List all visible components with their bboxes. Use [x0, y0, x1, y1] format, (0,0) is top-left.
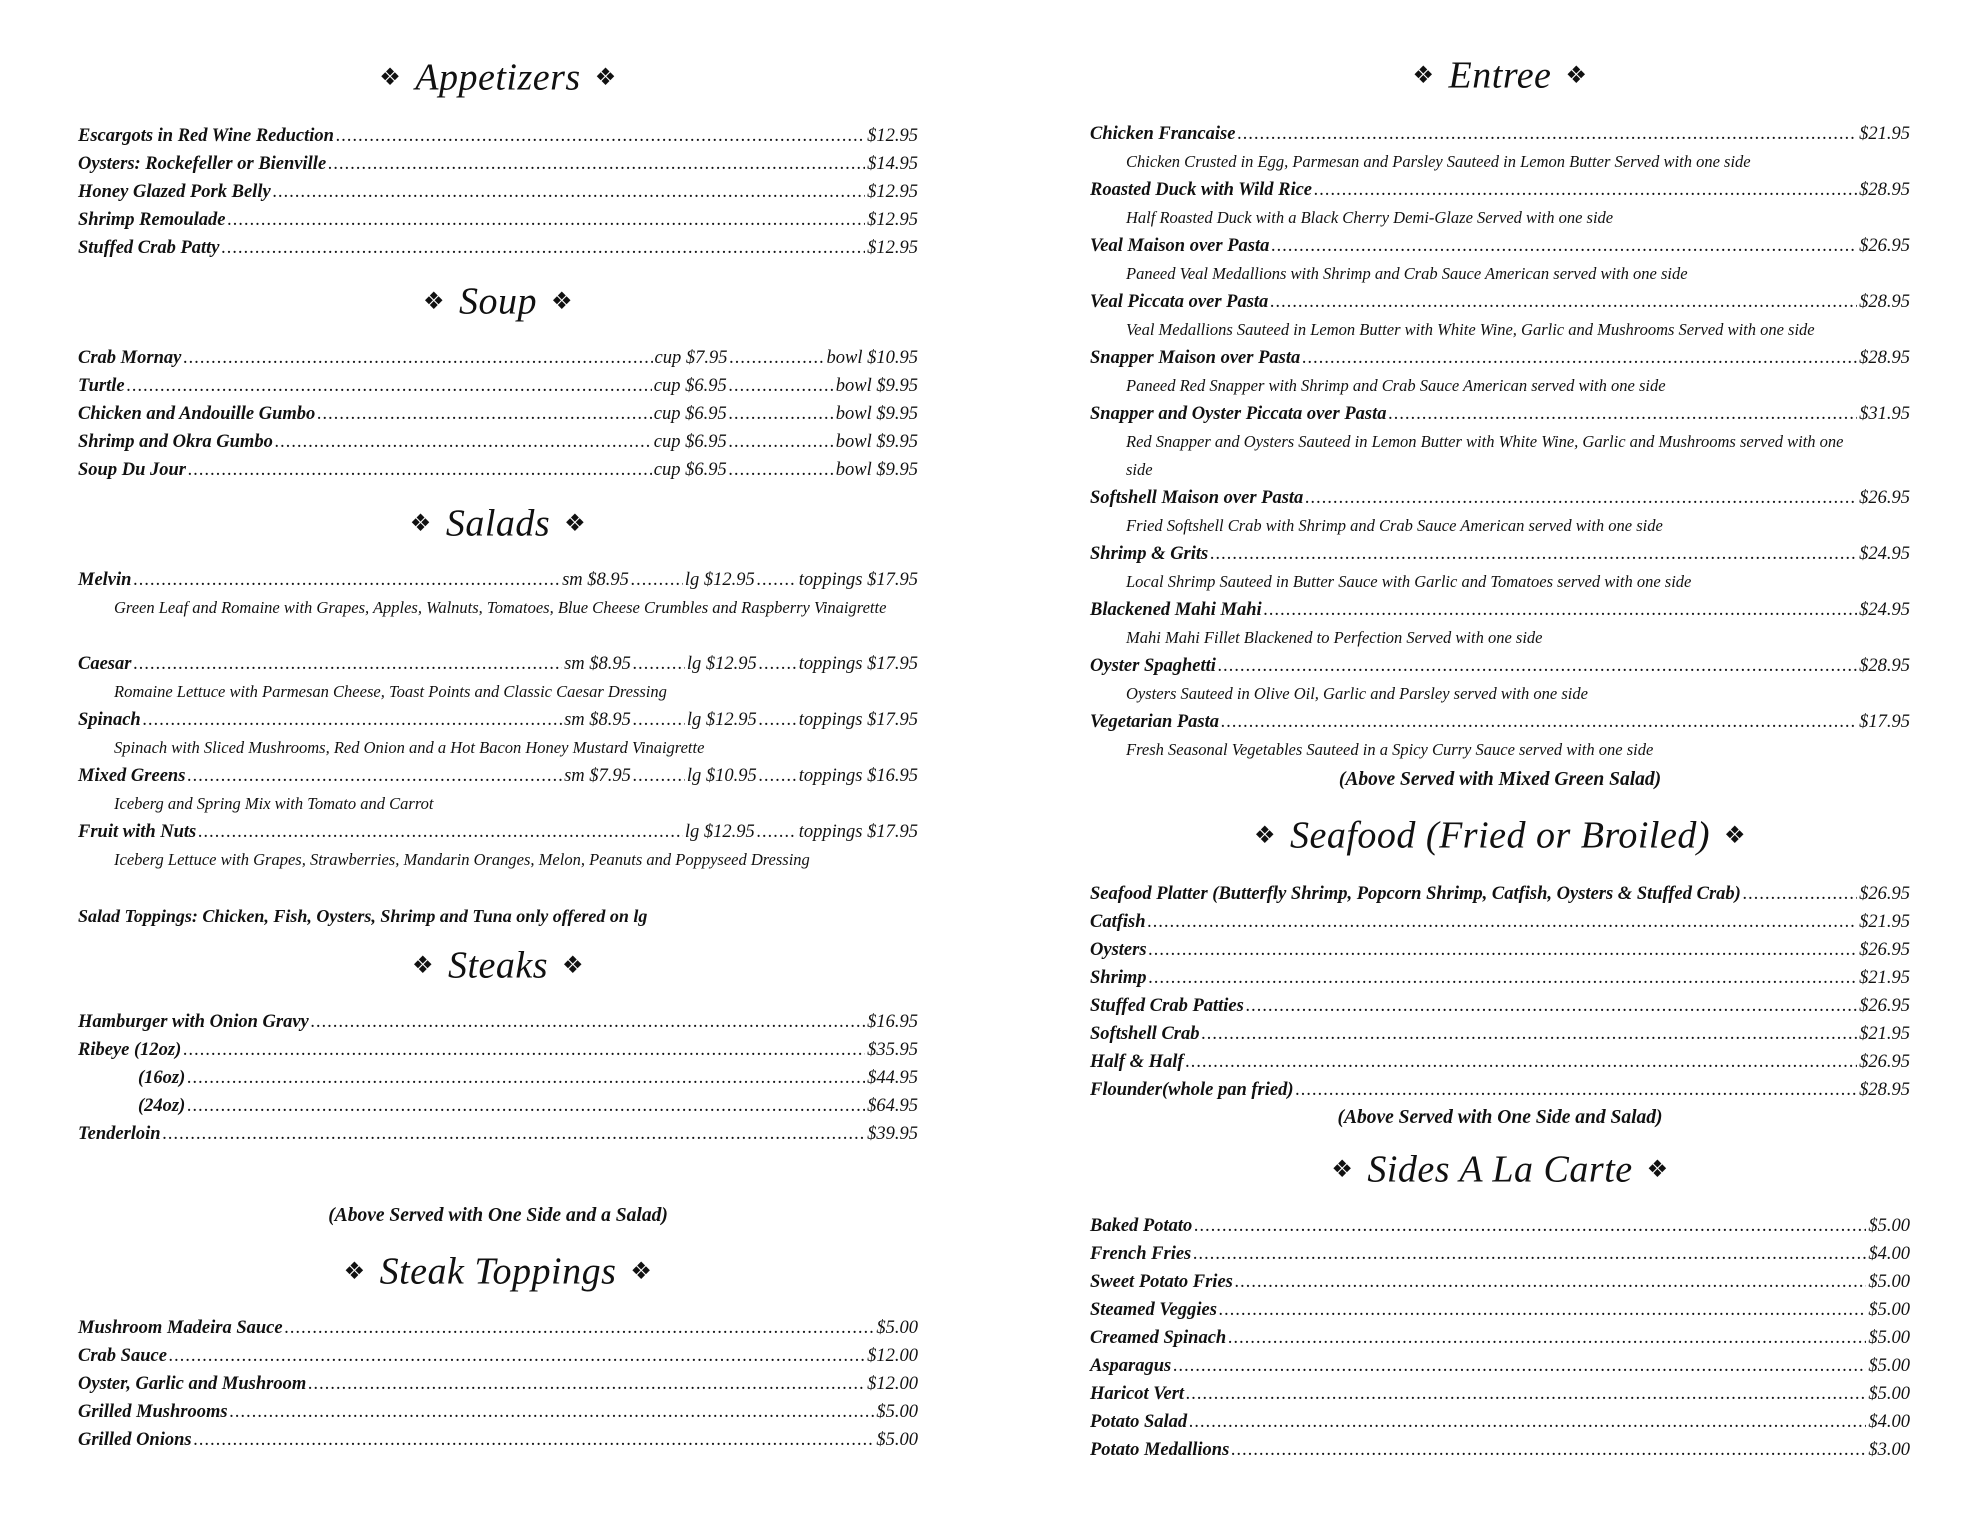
menu-item: Flounder(whole pan fried) ..... $28.95 — [1090, 1076, 1910, 1104]
menu-item: Tenderloin ..... $39.95 — [78, 1120, 918, 1148]
menu-item: Sweet Potato Fries ..... $5.00 — [1090, 1268, 1910, 1296]
menu-item: Melvin ..... sm $8.95 ..... lg $12.95 ..... toppings $17.95 — [78, 566, 918, 594]
ornament-icon: ❖ — [1331, 1156, 1354, 1183]
steaks-note: (Above Served with One Side and a Salad) — [328, 1205, 668, 1226]
menu-item: Veal Piccata over Pasta ..... $28.95 — [1090, 288, 1910, 316]
item-description: Chicken Crusted in Egg, Parmesan and Parsley Sauteed in Lemon Butter Served with one side — [1126, 152, 1751, 171]
menu-item: Mushroom Madeira Sauce ..... $5.00 — [78, 1314, 918, 1342]
menu-item: Baked Potato ..... $5.00 — [1090, 1212, 1910, 1240]
ornament-icon: ❖ — [411, 952, 434, 979]
ornament-icon: ❖ — [422, 288, 445, 315]
ornament-icon: ❖ — [1253, 822, 1276, 849]
menu-item: Shrimp ..... $21.95 — [1090, 964, 1910, 992]
menu-item: Steamed Veggies ..... $5.00 — [1090, 1296, 1910, 1324]
item-description: Half Roasted Duck with a Black Cherry Demi-Glaze Served with one side — [1126, 208, 1614, 227]
menu-item: Snapper Maison over Pasta ..... $28.95 — [1090, 344, 1910, 372]
menu-item: Soup Du Jour ..... cup $6.95 ..... bowl $9.95 — [78, 456, 918, 484]
seafood-note: (Above Served with One Side and Salad) — [1337, 1107, 1663, 1128]
seafood-heading: ❖ Seafood (Fried or Broiled) ❖ — [1253, 814, 1747, 857]
ornament-icon: ❖ — [1724, 822, 1747, 849]
menu-item: Creamed Spinach ..... $5.00 — [1090, 1324, 1910, 1352]
sides-heading: ❖ Sides A La Carte ❖ — [1331, 1148, 1669, 1191]
item-description: Veal Medallions Sauteed in Lemon Butter with White Wine, Garlic and Mushrooms Served with one side — [1126, 320, 1815, 339]
item-description: Iceberg and Spring Mix with Tomato and Carrot — [114, 794, 434, 813]
ornament-icon: ❖ — [564, 510, 587, 537]
menu-item: Grilled Onions ..... $5.00 — [78, 1426, 918, 1454]
menu-item: Caesar ..... sm $8.95 ..... lg $12.95 ..... toppings $17.95 — [78, 650, 918, 678]
menu-item: Potato Medallions ..... $3.00 — [1090, 1436, 1910, 1464]
entree-note: (Above Served with Mixed Green Salad) — [1338, 769, 1662, 790]
ornament-icon: ❖ — [551, 288, 574, 315]
soup-heading: ❖ Soup ❖ — [422, 280, 574, 323]
ornament-icon: ❖ — [1412, 62, 1435, 89]
ornament-icon: ❖ — [630, 1258, 653, 1285]
steaks-heading: ❖ Steaks ❖ — [411, 944, 585, 987]
item-description: Local Shrimp Sauteed in Butter Sauce with Garlic and Tomatoes served with one side — [1126, 572, 1692, 591]
item-description: Iceberg Lettuce with Grapes, Strawberries, Mandarin Oranges, Melon, Peanuts and Poppyseed Dressing — [114, 850, 810, 869]
menu-item: Oyster, Garlic and Mushroom ..... $12.00 — [78, 1370, 918, 1398]
ornament-icon: ❖ — [409, 510, 432, 537]
menu-item: French Fries ..... $4.00 — [1090, 1240, 1910, 1268]
menu-item: Half & Half ..... $26.95 — [1090, 1048, 1910, 1076]
menu-item: Haricot Vert ..... $5.00 — [1090, 1380, 1910, 1408]
ornament-icon: ❖ — [562, 952, 585, 979]
item-description: Fried Softshell Crab with Shrimp and Crab Sauce American served with one side — [1126, 516, 1663, 535]
menu-item: Honey Glazed Pork Belly ..... $12.95 — [78, 178, 918, 206]
menu-item: Shrimp & Grits ..... $24.95 — [1090, 540, 1910, 568]
menu-item: Oysters ..... $26.95 — [1090, 936, 1910, 964]
menu-item: Veal Maison over Pasta ..... $26.95 — [1090, 232, 1910, 260]
menu-item: Crab Mornay ..... cup $7.95 ..... bowl $10.95 — [78, 344, 918, 372]
menu-item: Oyster Spaghetti ..... $28.95 — [1090, 652, 1910, 680]
menu-item: (16oz) ..... $44.95 — [78, 1064, 918, 1092]
ornament-icon: ❖ — [1646, 1156, 1669, 1183]
salads-heading: ❖ Salads ❖ — [409, 502, 587, 545]
item-description: Romaine Lettuce with Parmesan Cheese, Toast Points and Classic Caesar Dressing — [114, 682, 667, 701]
menu-item: Spinach ..... sm $8.95 ..... lg $12.95 ..... toppings $17.95 — [78, 706, 918, 734]
menu-item: Grilled Mushrooms ..... $5.00 — [78, 1398, 918, 1426]
menu-item: Escargots in Red Wine Reduction ..... $12.95 — [78, 122, 918, 150]
item-description: Red Snapper and Oysters Sauteed in Lemon Butter with White Wine, Garlic and Mushrooms served with one side — [1126, 432, 1844, 479]
menu-item: Vegetarian Pasta ..... $17.95 — [1090, 708, 1910, 736]
menu-item: Blackened Mahi Mahi ..... $24.95 — [1090, 596, 1910, 624]
menu-item: Asparagus ..... $5.00 — [1090, 1352, 1910, 1380]
menu-item: Ribeye (12oz) ..... $35.95 — [78, 1036, 918, 1064]
steak-toppings-heading: ❖ Steak Toppings ❖ — [343, 1250, 653, 1293]
menu-item: (24oz) ..... $64.95 — [78, 1092, 918, 1120]
menu-item: Turtle ..... cup $6.95 ..... bowl $9.95 — [78, 372, 918, 400]
menu-item: Softshell Crab ..... $21.95 — [1090, 1020, 1910, 1048]
menu-item: Shrimp Remoulade ..... $12.95 — [78, 206, 918, 234]
menu-item: Shrimp and Okra Gumbo ..... cup $6.95 ..... bowl $9.95 — [78, 428, 918, 456]
item-description: Paneed Red Snapper with Shrimp and Crab Sauce American served with one side — [1126, 376, 1666, 395]
menu-item: Snapper and Oyster Piccata over Pasta ..... $31.95 — [1090, 400, 1910, 428]
menu-item: Oysters: Rockefeller or Bienville ..... $14.95 — [78, 150, 918, 178]
item-description: Fresh Seasonal Vegetables Sauteed in a Spicy Curry Sauce served with one side — [1126, 740, 1654, 759]
entree-heading: ❖ Entree ❖ — [1412, 54, 1588, 97]
menu-item: Seafood Platter (Butterfly Shrimp, Popcorn Shrimp, Catfish, Oysters & Stuffed Crab) ..... $26.95 — [1090, 880, 1910, 908]
appetizers-heading: ❖ Appetizers ❖ — [379, 56, 617, 99]
menu-item: Crab Sauce ..... $12.00 — [78, 1342, 918, 1370]
menu-item: Chicken Francaise ..... $21.95 — [1090, 120, 1910, 148]
item-description: Oysters Sauteed in Olive Oil, Garlic and Parsley served with one side — [1126, 684, 1588, 703]
salad-toppings-note: Salad Toppings: Chicken, Fish, Oysters, Shrimp and Tuna only offered on lg — [78, 906, 648, 926]
item-description: Mahi Mahi Fillet Blackened to Perfection Served with one side — [1126, 628, 1543, 647]
ornament-icon: ❖ — [343, 1258, 366, 1285]
item-description: Paneed Veal Medallions with Shrimp and Crab Sauce American served with one side — [1126, 264, 1688, 283]
menu-item: Roasted Duck with Wild Rice ..... $28.95 — [1090, 176, 1910, 204]
menu-item: Mixed Greens ..... sm $7.95 ..... lg $10.95 ..... toppings $16.95 — [78, 762, 918, 790]
ornament-icon: ❖ — [379, 64, 402, 91]
ornament-icon: ❖ — [594, 64, 617, 91]
item-description: Spinach with Sliced Mushrooms, Red Onion and a Hot Bacon Honey Mustard Vinaigrette — [114, 738, 705, 757]
menu-item: Hamburger with Onion Gravy ..... $16.95 — [78, 1008, 918, 1036]
item-description: Green Leaf and Romaine with Grapes, Apples, Walnuts, Tomatoes, Blue Cheese Crumbles and Raspberry Vinaigrette — [114, 598, 887, 617]
ornament-icon: ❖ — [1565, 62, 1588, 89]
menu-item: Stuffed Crab Patty ..... $12.95 — [78, 234, 918, 262]
menu-item: Catfish ..... $21.95 — [1090, 908, 1910, 936]
menu-item: Potato Salad ..... $4.00 — [1090, 1408, 1910, 1436]
menu-item: Softshell Maison over Pasta ..... $26.95 — [1090, 484, 1910, 512]
menu-item: Fruit with Nuts ..... lg $12.95 ..... toppings $17.95 — [78, 818, 918, 846]
menu-item: Chicken and Andouille Gumbo ..... cup $6.95 ..... bowl $9.95 — [78, 400, 918, 428]
menu-item: Stuffed Crab Patties ..... $26.95 — [1090, 992, 1910, 1020]
